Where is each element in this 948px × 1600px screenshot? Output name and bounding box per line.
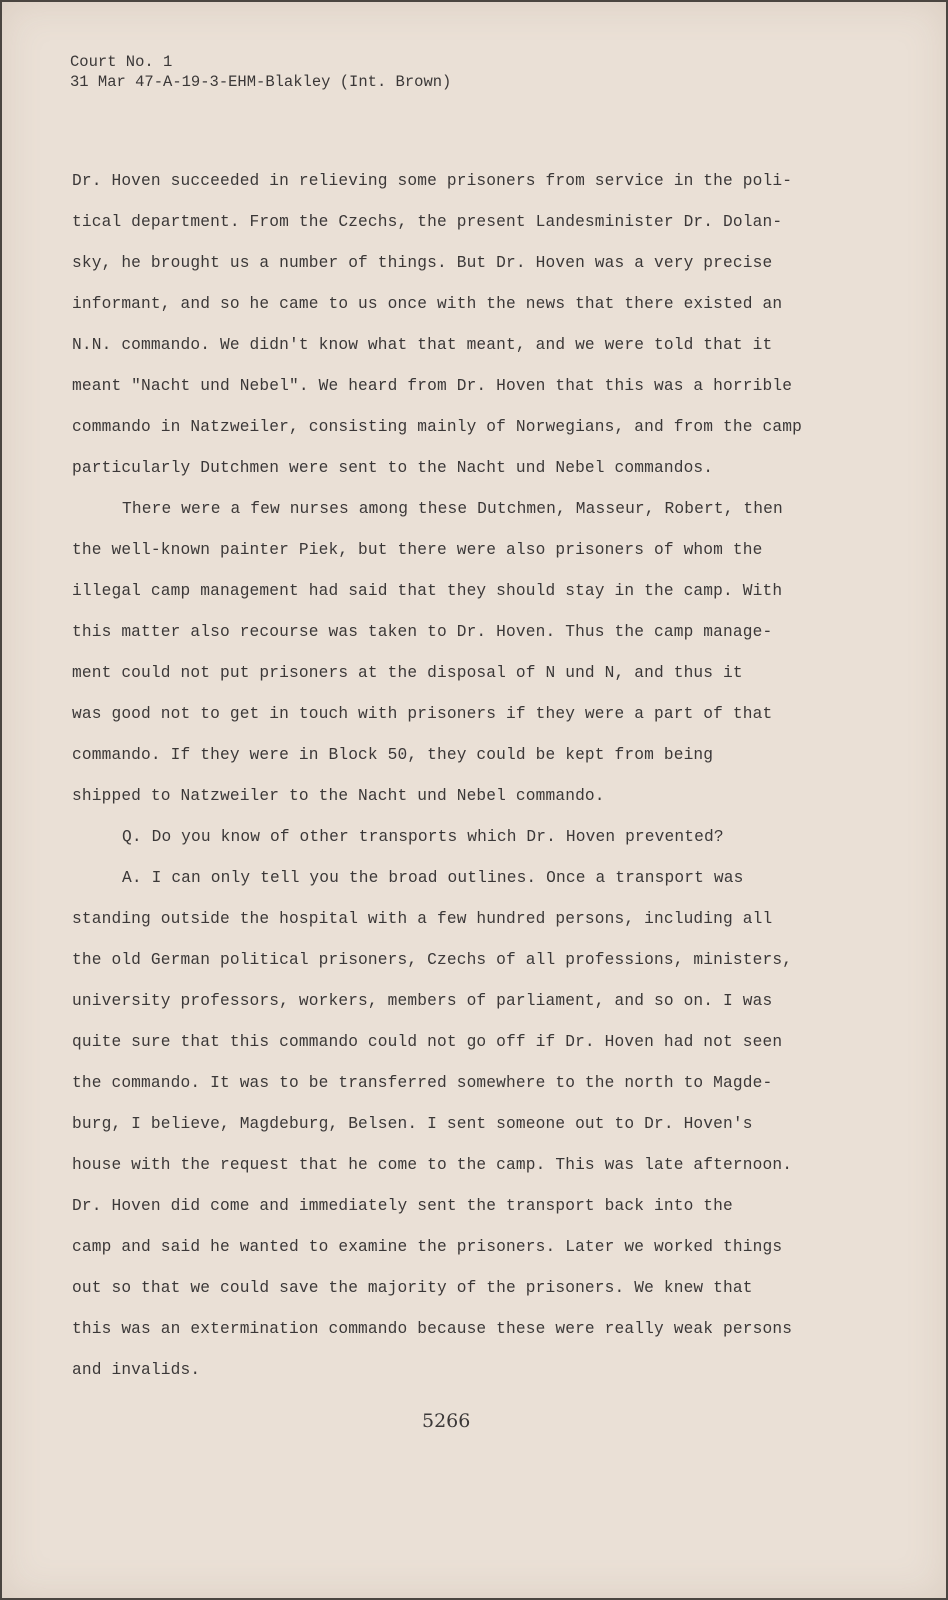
court-number: Court No. 1 bbox=[70, 53, 173, 71]
text-line: out so that we could save the majority of the prisoners. We knew that bbox=[72, 1279, 753, 1297]
text-line: this matter also recourse was taken to Dr. Hoven. Thus the camp manage- bbox=[72, 623, 773, 641]
text-line: house with the request that he come to the camp. This was late afternoon. bbox=[72, 1156, 793, 1174]
document-page bbox=[2, 2, 946, 1598]
text-line: the old German political prisoners, Czechs of all professions, ministers, bbox=[72, 951, 793, 969]
text-line: commando in Natzweiler, consisting mainly of Norwegians, and from the camp bbox=[72, 418, 802, 436]
reference-line: 31 Mar 47-A-19-3-EHM-Blakley (Int. Brown) bbox=[70, 73, 452, 91]
text-line: There were a few nurses among these Dutchmen, Masseur, Robert, then bbox=[122, 500, 783, 518]
question-line: Q. Do you know of other transports which Dr. Hoven prevented? bbox=[122, 828, 724, 846]
text-line: particularly Dutchmen were sent to the Nacht und Nebel commandos. bbox=[72, 459, 714, 477]
text-line: the commando. It was to be transferred somewhere to the north to Magde- bbox=[72, 1074, 773, 1092]
page-number: 5266 bbox=[422, 1410, 471, 1432]
text-line: shipped to Natzweiler to the Nacht und Nebel commando. bbox=[72, 787, 605, 805]
text-line: ment could not put prisoners at the disposal of N und N, and thus it bbox=[72, 664, 743, 682]
text-line: meant "Nacht und Nebel". We heard from Dr. Hoven that this was a horrible bbox=[72, 377, 793, 395]
text-line: tical department. From the Czechs, the present Landesminister Dr. Dolan- bbox=[72, 213, 783, 231]
text-line: N.N. commando. We didn't know what that meant, and we were told that it bbox=[72, 336, 773, 354]
header bbox=[70, 52, 451, 92]
text-line: illegal camp management had said that they should stay in the camp. With bbox=[72, 582, 783, 600]
text-line: the well-known painter Piek, but there were also prisoners of whom the bbox=[72, 541, 763, 559]
text-line: university professors, workers, members of parliament, and so on. I was bbox=[72, 992, 773, 1010]
text-line: was good not to get in touch with prisoners if they were a part of that bbox=[72, 705, 773, 723]
text-line: commando. If they were in Block 50, they could be kept from being bbox=[72, 746, 714, 764]
answer-line: A. I can only tell you the broad outlines. Once a transport was bbox=[122, 869, 744, 887]
text-line: sky, he brought us a number of things. But Dr. Hoven was a very precise bbox=[72, 254, 773, 272]
text-line: standing outside the hospital with a few hundred persons, including all bbox=[72, 910, 773, 928]
text-line: camp and said he wanted to examine the prisoners. Later we worked things bbox=[72, 1238, 783, 1256]
text-line: informant, and so he came to us once with the news that there existed an bbox=[72, 295, 783, 313]
text-line: Dr. Hoven succeeded in relieving some prisoners from service in the poli- bbox=[72, 172, 793, 190]
text-line: burg, I believe, Magdeburg, Belsen. I sent someone out to Dr. Hoven's bbox=[72, 1115, 753, 1133]
text-line: quite sure that this commando could not go off if Dr. Hoven had not seen bbox=[72, 1033, 783, 1051]
text-line: this was an extermination commando because these were really weak persons bbox=[72, 1320, 793, 1338]
text-line: Dr. Hoven did come and immediately sent the transport back into the bbox=[72, 1197, 733, 1215]
text-line: and invalids. bbox=[72, 1361, 201, 1379]
